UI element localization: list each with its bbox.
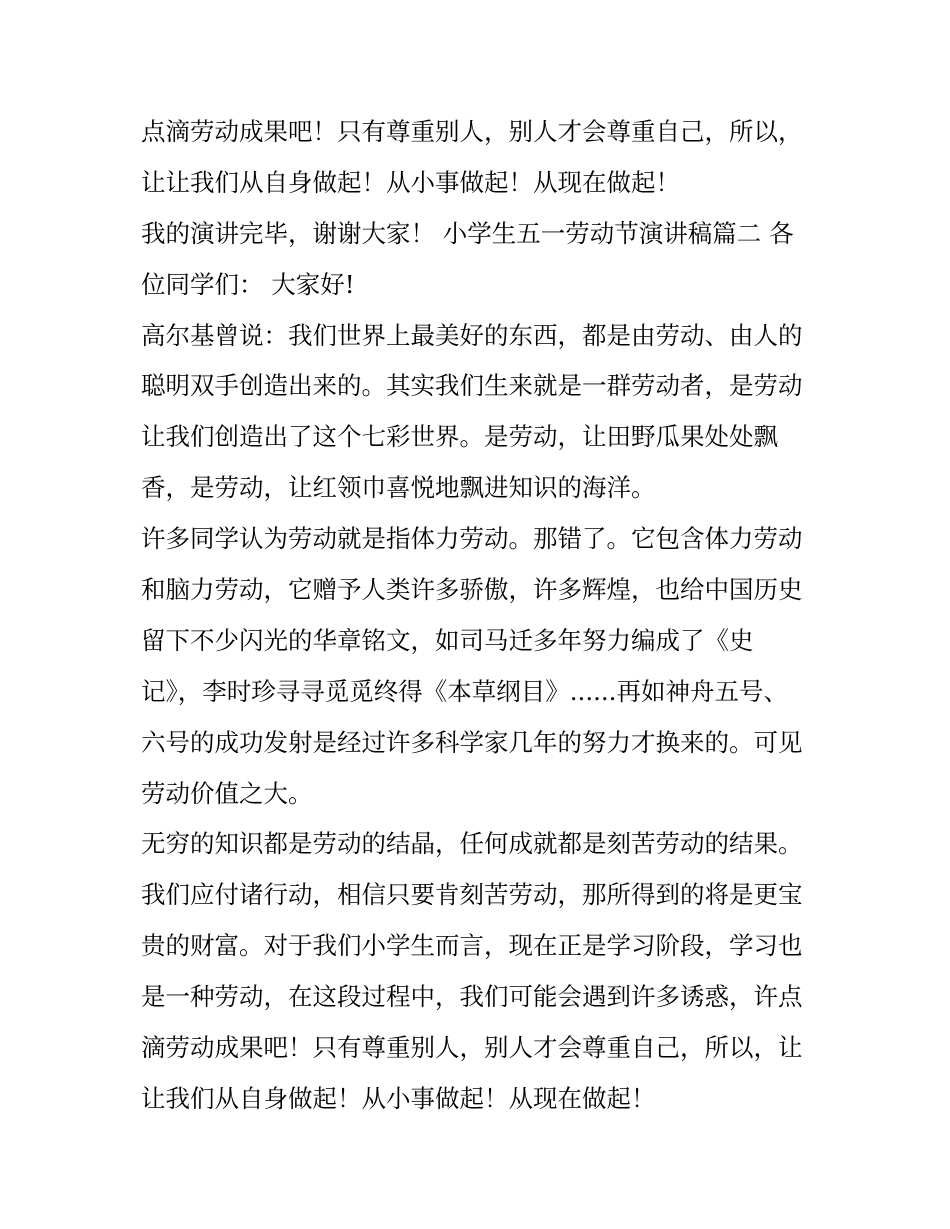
text-line: 六号的成功发射是经过许多科学家几年的努力才换来的。可见 [141,727,803,757]
text-line: 滴劳动成果吧！只有尊重别人，别人才会尊重自己，所以，让 [141,1033,803,1063]
text-line: 点滴劳动成果吧！只有尊重别人，别人才会尊重自己，所以， [141,117,803,146]
text-line: 贵的财富。对于我们小学生而言，现在正是学习阶段，学习也 [141,931,803,961]
text-line: 香，是劳动，让红领巾喜悦地飘进知识的海洋。 [141,473,656,503]
document-body [141,107,813,1125]
text-line: 和脑力劳动，它赠予人类许多骄傲，许多辉煌，也给中国历史 [141,575,803,605]
text-line: 记》，李时珍寻寻觅觅终得《本草纲目》......再如神舟五号、 [141,676,788,706]
text-line: 留下不少闪光的华章铭文，如司马迁多年努力编成了《史 [141,625,754,655]
text-line: 无穷的知识都是劳动的结晶，任何成就都是刻苦劳动的结果。 [141,829,803,859]
text-line: 我的演讲完毕，谢谢大家！ 小学生五一劳动节演讲稿篇二 各 [141,218,794,248]
text-line: 位同学们： 大家好! [141,269,355,299]
text-line: 聪明双手创造出来的。其实我们生来就是一群劳动者，是劳动 [141,371,803,401]
text-line: 是一种劳动，在这段过程中，我们可能会遇到许多诱惑，许点 [141,982,803,1012]
text-line: 让我们创造出了这个七彩世界。是劳动，让田野瓜果处处飘 [141,422,778,452]
text-line: 让让我们从自身做起！从小事做起！从现在做起！ [141,167,680,197]
text-line: 让我们从自身做起！从小事做起！从现在做起！ [141,1083,656,1113]
text-line: 劳动价值之大。 [141,778,313,808]
text-line: 许多同学认为劳动就是指体力劳动。那错了。它包含体力劳动 [141,524,803,554]
text-line: 我们应付诸行动，相信只要肯刻苦劳动，那所得到的将是更宝 [141,880,803,910]
text-line: 高尔基曾说：我们世界上最美好的东西，都是由劳动、由人的 [141,320,803,350]
